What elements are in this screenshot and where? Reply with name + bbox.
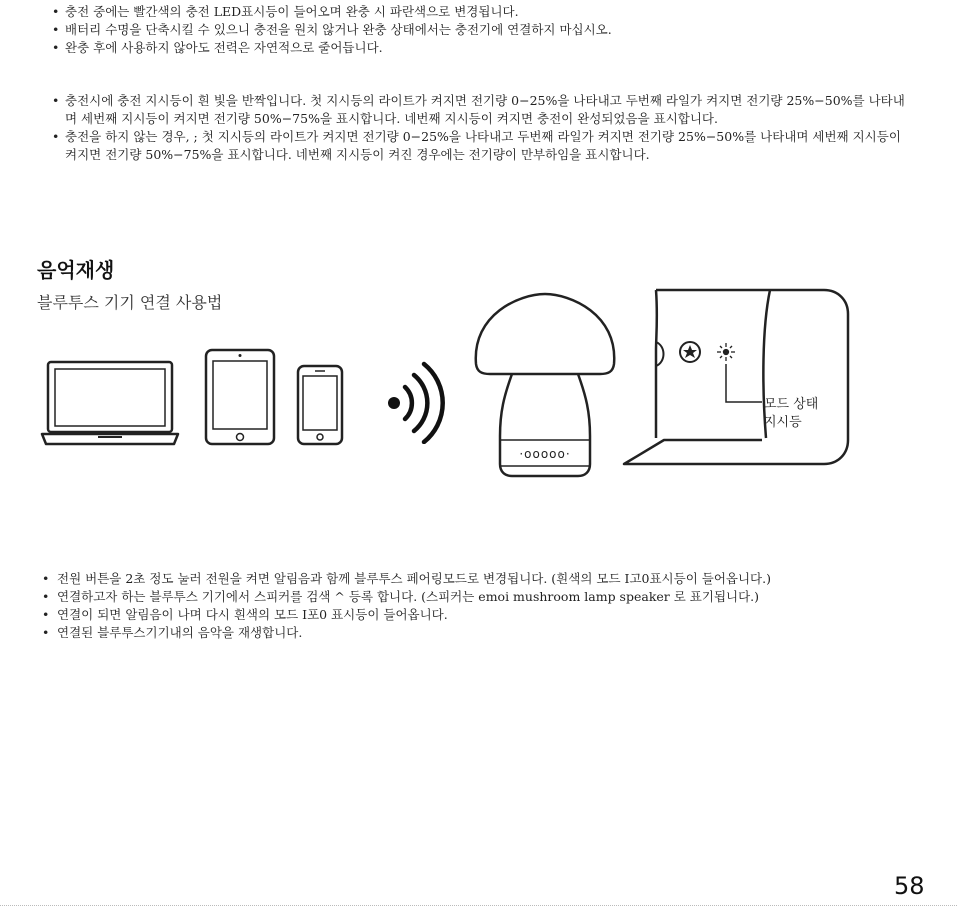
indicator-notes-list	[52, 92, 912, 164]
footer-divider	[0, 905, 957, 906]
mode-button-icon	[680, 342, 700, 362]
mode-indicator-closeup	[612, 288, 852, 468]
pairing-steps-section	[42, 570, 912, 642]
charging-notes-list	[52, 3, 912, 57]
section-subtitle: 블루투스 기기 연결 사용법	[37, 293, 223, 312]
list-item: • 배터리 수명을 단축시킬 수 있으니 충전을 원치 않거나 완충 상태에서는 충전기에 연결하지 마십시오.	[52, 21, 912, 39]
list-item: • 연결된 블루투스기기내의 음악을 재생합니다.	[42, 624, 912, 642]
list-item: • 연결이 되면 알림음이 나며 다시 흰색의 모드 I포0 표시등이 들어옵니다.	[42, 606, 912, 624]
list-item: • 충전 중에는 빨간색의 충전 LED표시등이 들어오며 완충 시 파란색으로 변경됩니다.	[52, 3, 912, 21]
mode-indicator-label-line1: 모드 상태	[764, 397, 819, 412]
bluetooth-signal-icon	[380, 358, 452, 444]
mode-indicator-label-line2: 지시등	[764, 415, 802, 430]
tablet-icon	[204, 348, 276, 446]
smartphone-icon	[296, 364, 344, 446]
speaker-buttons: ·ooooo·	[519, 447, 571, 461]
list-item: • 충전시에 충전 지시등이 흰 빛을 반짝입니다. 첫 지시등의 라이트가 켜지면 전기량 0−25%을 나타내고 두번째 라일가 켜지면 전기량 25%−50%를 나타내며 세번째 지시등이 켜지면 전기량 50%−75%을 표시합니다. 네번째 지시등이 켜지면 충전이 완성되었음을 표시합니다.	[52, 92, 912, 128]
mode-indicator-light-icon	[717, 343, 735, 361]
laptop-icon	[40, 360, 180, 448]
page-number: 58	[894, 872, 925, 900]
list-item: • 전원 버튼을 2초 정도 눌러 전원을 켜면 알림음과 함께 블루투스 페어링모드로 변경됩니다. (흰색의 모드 I고0표시등이 들어옵니다.)	[42, 570, 912, 588]
mushroom-speaker-illustration	[470, 292, 620, 478]
list-item: • 연결하고자 하는 블루투스 기기에서 스피커를 검색 ^ 등록 합니다. (스피커는 emoi mushroom lamp speaker 로 표기됩니다.)	[42, 588, 912, 606]
pairing-steps-list	[42, 570, 912, 642]
section-title: 음억재생	[37, 258, 115, 282]
list-item: • 충전을 하지 않는 경우, ; 첫 지시등의 라이트가 켜지면 전기량 0−25%을 나타내고 두번째 라일가 켜지면 전기량 25%−50%를 나타내며 세번째 지시등이 켜지면 전기량 50%−75%을 표시합니다. 네번째 지시등이 켜진 경우에는 전기량이 만부하임을 표시합니다.	[52, 128, 912, 164]
list-item: • 완충 후에 사용하지 않아도 전력은 자연적으로 줄어듭니다.	[52, 39, 912, 57]
